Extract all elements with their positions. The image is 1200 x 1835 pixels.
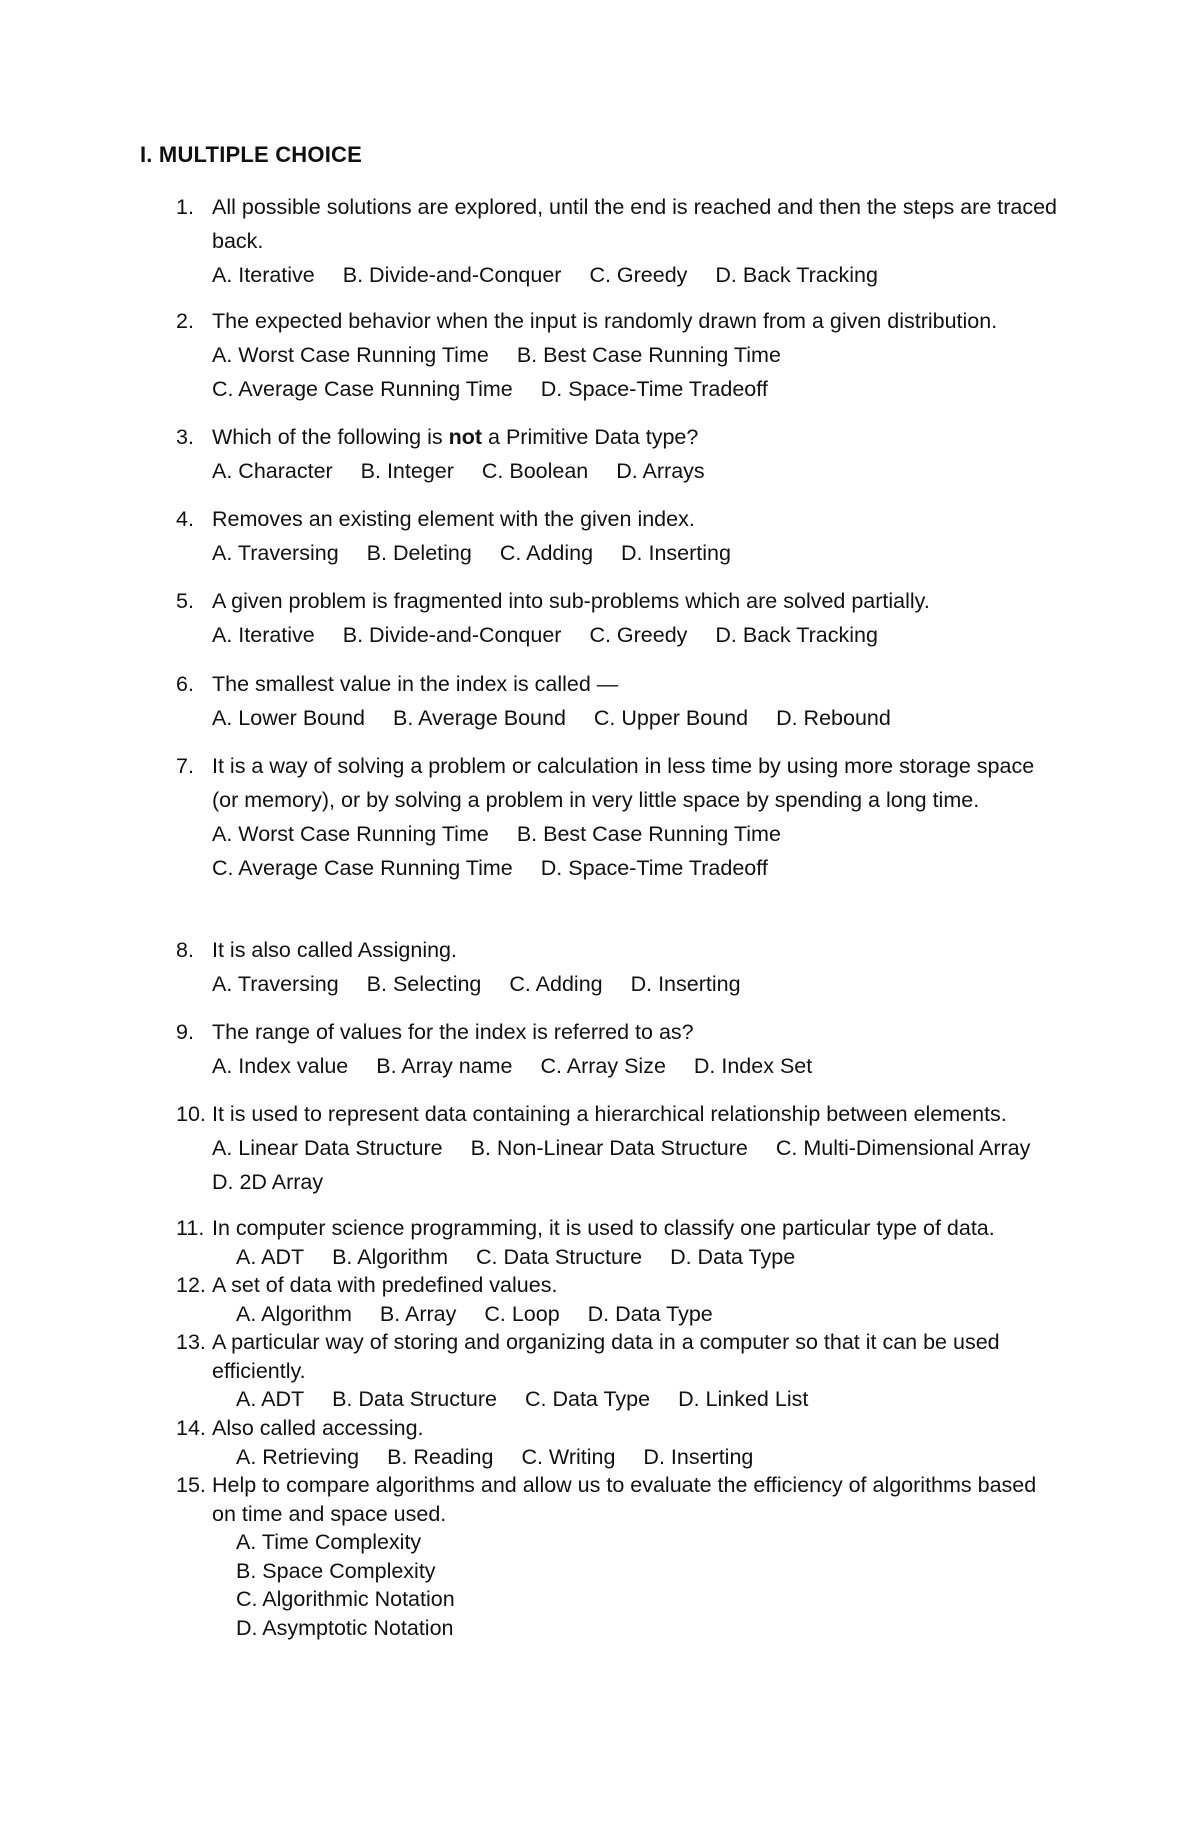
option-d[interactable]: D. 2D Array <box>212 1170 324 1194</box>
question <box>0 1471 1200 1642</box>
option-b[interactable]: B. Array <box>379 1301 457 1326</box>
option-c[interactable]: C. Adding <box>499 541 594 565</box>
option-a[interactable]: A. Lower Bound <box>212 706 365 730</box>
option-b[interactable]: B. Selecting <box>366 972 482 996</box>
option-d[interactable]: D. Arrays <box>616 459 705 483</box>
option-c[interactable]: C. Writing <box>521 1444 616 1469</box>
option-d[interactable]: D. Inserting <box>621 541 731 565</box>
answer-options <box>212 1443 1062 1472</box>
option-c[interactable]: C. Data Structure <box>476 1244 643 1269</box>
option-d[interactable]: D. Space-Time Tradeoff <box>540 856 768 880</box>
question <box>0 1097 1200 1199</box>
question-text: Also called accessing. <box>212 1416 424 1440</box>
answer-options <box>212 1243 1062 1272</box>
option-b[interactable]: B. Average Bound <box>392 706 566 730</box>
option-a[interactable]: A. Linear Data Structure <box>212 1136 443 1160</box>
question-text: In computer science programming, it is used to classify one particular type of data. <box>212 1216 995 1240</box>
option-b[interactable]: B. Non-Linear Data Structure <box>470 1136 748 1160</box>
question-text: Which of the following is not a Primitive Data type? <box>212 425 699 449</box>
answer-options <box>212 536 1062 570</box>
answer-options <box>212 1049 1062 1083</box>
option-c[interactable]: C. Upper Bound <box>593 706 749 730</box>
option-a[interactable]: A. Traversing <box>212 541 339 565</box>
option-d[interactable]: D. Space-Time Tradeoff <box>540 377 768 401</box>
question-number: 14. <box>176 1416 206 1440</box>
option-a[interactable]: A. Algorithm <box>236 1301 352 1326</box>
question-number: 9. <box>176 1020 194 1044</box>
option-b[interactable]: B. Reading <box>387 1444 494 1469</box>
question-number: 1. <box>176 195 194 219</box>
option-a[interactable]: A. Index value <box>212 1054 349 1078</box>
question-number: 7. <box>176 754 194 778</box>
question-text: It is a way of solving a problem or calculation in less time by using more storage space (or memory), or by solving a problem in very little space by spending a long time. <box>212 754 1035 812</box>
option-a[interactable]: A. ADT <box>236 1387 305 1411</box>
option-a[interactable]: A. Character <box>212 459 333 483</box>
question-text: A particular way of storing and organizing data in a computer so that it can be used efficiently. <box>212 1330 1000 1383</box>
option-b[interactable]: B. Divide-and-Conquer <box>342 623 562 647</box>
question-text: Removes an existing element with the given index. <box>212 507 695 531</box>
option-b[interactable]: B. Data Structure <box>332 1387 497 1411</box>
option-a[interactable]: A. ADT <box>236 1244 305 1269</box>
option-d[interactable]: D. Asymptotic Notation <box>236 1615 454 1640</box>
option-d[interactable]: D. Index Set <box>693 1054 813 1078</box>
option-a[interactable]: A. Worst Case Running Time <box>212 822 489 846</box>
question-number: 4. <box>176 507 194 531</box>
option-b[interactable]: B. Best Case Running Time <box>516 822 781 846</box>
option-c[interactable]: C. Boolean <box>481 459 589 483</box>
option-c[interactable]: C. Greedy <box>589 623 688 647</box>
question <box>0 749 1200 885</box>
option-d[interactable]: D. Inserting <box>643 1444 754 1469</box>
question-number: 8. <box>176 938 194 962</box>
option-d[interactable]: D. Rebound <box>776 706 891 730</box>
option-d[interactable]: D. Data Type <box>587 1301 713 1326</box>
option-c[interactable]: C. Multi-Dimensional Array <box>775 1136 1031 1160</box>
option-c[interactable]: C. Average Case Running Time <box>212 377 513 401</box>
option-c[interactable]: C. Loop <box>484 1301 560 1326</box>
question <box>0 502 1200 570</box>
question-number: 13. <box>176 1330 206 1354</box>
option-d[interactable]: D. Back Tracking <box>715 263 878 287</box>
question <box>0 1271 1200 1328</box>
option-a[interactable]: A. Iterative <box>212 623 315 647</box>
answer-options <box>212 817 1062 885</box>
question <box>0 667 1200 735</box>
answer-options <box>212 1528 1062 1642</box>
option-b[interactable]: B. Integer <box>360 459 454 483</box>
option-c[interactable]: C. Adding <box>509 972 603 996</box>
answer-options <box>212 454 1062 488</box>
question-number: 15. <box>176 1473 206 1497</box>
option-d[interactable]: D. Inserting <box>630 972 741 996</box>
question-number: 2. <box>176 309 194 333</box>
option-b[interactable]: B. Deleting <box>366 541 472 565</box>
question <box>0 304 1200 406</box>
question-text: Help to compare algorithms and allow us to evaluate the efficiency of algorithms based on time and space used. <box>212 1473 1037 1526</box>
question <box>0 1414 1200 1471</box>
option-a[interactable]: A. Traversing <box>212 972 339 996</box>
option-c[interactable]: C. Array Size <box>540 1054 666 1078</box>
option-a[interactable]: A. Time Complexity <box>236 1530 422 1554</box>
option-a[interactable]: A. Retrieving <box>236 1444 360 1469</box>
option-c[interactable]: C. Average Case Running Time <box>212 856 513 880</box>
option-b[interactable]: B. Array name <box>376 1054 513 1078</box>
question-number: 6. <box>176 672 194 696</box>
question-text: All possible solutions are explored, until the end is reached and then the steps are traced back. <box>212 195 1057 253</box>
option-b[interactable]: B. Algorithm <box>332 1244 449 1269</box>
question <box>0 933 1200 1001</box>
answer-options <box>212 701 1062 735</box>
option-d[interactable]: D. Linked List <box>678 1387 809 1411</box>
question-text: The expected behavior when the input is randomly drawn from a given distribution. <box>212 309 998 333</box>
answer-options <box>212 1300 1062 1329</box>
question-text: It is also called Assigning. <box>212 938 457 962</box>
question <box>0 190 1200 292</box>
question-text: The range of values for the index is referred to as? <box>212 1020 694 1044</box>
option-c[interactable]: C. Greedy <box>589 263 688 287</box>
answer-options <box>212 258 1062 292</box>
question <box>0 420 1200 488</box>
option-d[interactable]: D. Back Tracking <box>715 623 878 647</box>
answer-options <box>212 618 1062 652</box>
question-number: 11. <box>176 1216 205 1240</box>
question-text: The smallest value in the index is called — <box>212 672 619 696</box>
option-d[interactable]: D. Data Type <box>670 1244 796 1269</box>
answer-options <box>212 1131 1062 1199</box>
question <box>0 584 1200 652</box>
answer-options <box>212 967 1062 1001</box>
option-c[interactable]: C. Data Type <box>524 1387 651 1411</box>
question-number: 12. <box>176 1273 206 1297</box>
question-number: 5. <box>176 589 194 613</box>
option-a[interactable]: A. Worst Case Running Time <box>212 343 489 367</box>
question-text: A given problem is fragmented into sub-problems which are solved partially. <box>212 589 930 613</box>
option-a[interactable]: A. Iterative <box>212 263 315 287</box>
question-text: It is used to represent data containing a hierarchical relationship between elements. <box>212 1102 1007 1126</box>
question-text: A set of data with predefined values. <box>212 1273 558 1297</box>
question <box>0 1328 1200 1414</box>
question-number: 10. <box>176 1102 206 1126</box>
option-b[interactable]: B. Space Complexity <box>236 1558 436 1583</box>
answer-options <box>212 1385 1062 1414</box>
question <box>0 1214 1200 1271</box>
answer-options <box>212 338 1062 406</box>
question <box>0 1015 1200 1083</box>
question-number: 3. <box>176 425 194 449</box>
section-title: I. MULTIPLE CHOICE <box>140 142 362 167</box>
option-b[interactable]: B. Divide-and-Conquer <box>342 263 562 287</box>
option-c[interactable]: C. Algorithmic Notation <box>236 1587 455 1611</box>
option-b[interactable]: B. Best Case Running Time <box>516 343 781 367</box>
emphasis-not: not <box>448 425 483 449</box>
